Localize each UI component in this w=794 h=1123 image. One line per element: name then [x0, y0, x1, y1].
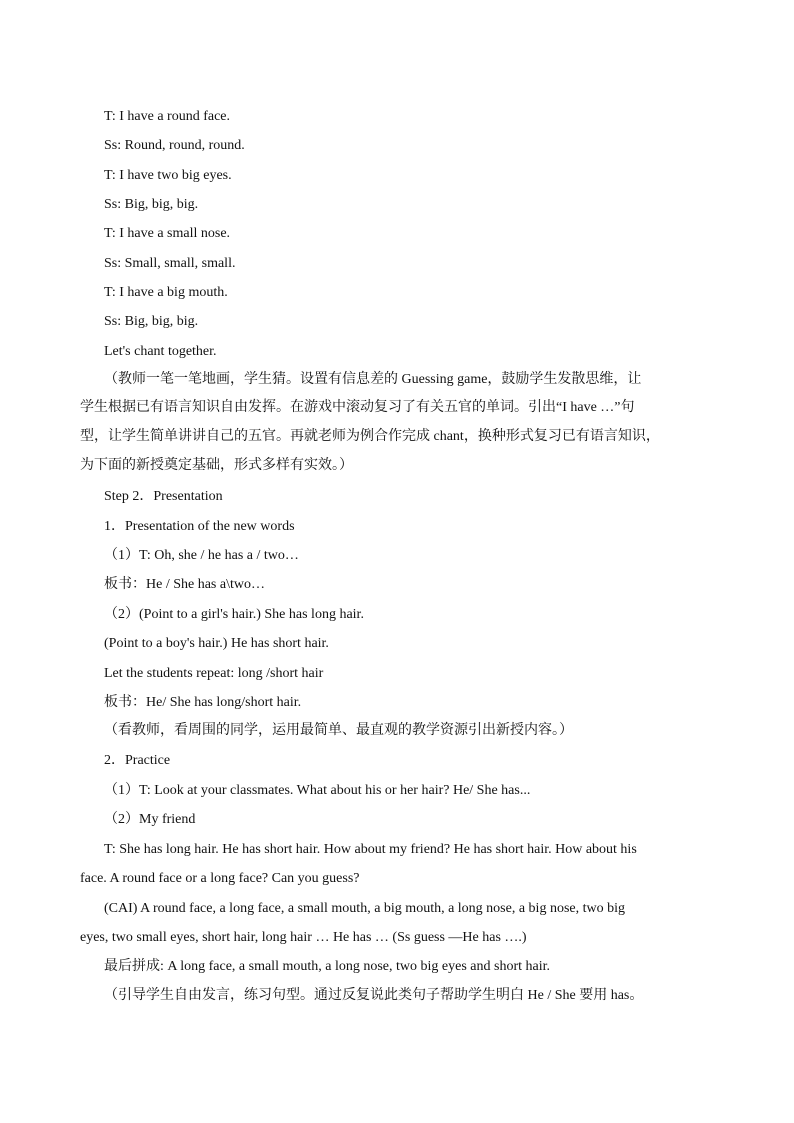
paragraph-line: T: She has long hair. He has short hair. How about my friend? He has short hair. How about his [104, 842, 637, 857]
paragraph-line: face. A round face or a long face? Can you guess? [80, 871, 360, 886]
subsection-heading: 1．Presentation of the new words [104, 519, 295, 534]
text-line: 板书：He/ She has long/short hair. [104, 695, 302, 710]
text-line: T: I have two big eyes. [104, 168, 232, 183]
text-line: （2）My friend [104, 812, 196, 827]
text-line: T: I have a big mouth. [104, 285, 228, 300]
text-line: Let the students repeat: long /short hair [104, 666, 324, 681]
text-line: Ss: Round, round, round. [104, 138, 245, 153]
text-line: （1）T: Oh, she / he has a / two… [104, 548, 299, 563]
text-line: T: I have a round face. [104, 109, 231, 124]
paragraph-line: （教师一笔一笔地画，学生猜。设置有信息差的 Guessing game，鼓励学生发散思维，让 [104, 372, 642, 387]
text-line: （2）(Point to a girl's hair.) She has long hair. [104, 607, 364, 622]
text-line: （1）T: Look at your classmates. What about his or her hair? He/ She has... [104, 783, 531, 798]
paragraph-line: 型，让学生简单讲讲自己的五官。再就老师为例合作完成 chant，换种形式复习已有语言知识， [80, 429, 660, 444]
paragraph-line: eyes, two small eyes, short hair, long hair … He has … (Ss guess —He has ….) [80, 930, 527, 945]
subsection-heading: 2．Practice [104, 753, 171, 768]
text-line: T: I have a small nose. [104, 226, 231, 241]
text-line: 最后拼成: A long face, a small mouth, a long nose, two big eyes and short hair. [104, 959, 550, 974]
text-line: Ss: Big, big, big. [104, 197, 199, 212]
paragraph-line: （引导学生自由发言，练习句型。通过反复说此类句子帮助学生明白 He / She 要用 has。 [104, 988, 644, 1003]
text-line: Let's chant together. [104, 344, 217, 359]
paragraph-line: (CAI) A round face, a long face, a small mouth, a big mouth, a long nose, a big nose, two big [104, 901, 626, 916]
section-heading: Step 2．Presentation [104, 489, 223, 504]
paragraph-line: 为下面的新授奠定基础，形式多样有实效。） [80, 458, 353, 473]
text-line: （看教师，看周围的同学，运用最简单、最直观的教学资源引出新授内容。） [104, 723, 573, 738]
text-line: Ss: Small, small, small. [104, 256, 236, 271]
text-line: 板书：He / She has a\two… [104, 577, 265, 592]
paragraph-line: 学生根据已有语言知识自由发挥。在游戏中滚动复习了有关五官的单词。引出“I have …”句 [80, 400, 635, 415]
text-line: Ss: Big, big, big. [104, 314, 199, 329]
text-line: (Point to a boy's hair.) He has short hair. [104, 636, 329, 651]
